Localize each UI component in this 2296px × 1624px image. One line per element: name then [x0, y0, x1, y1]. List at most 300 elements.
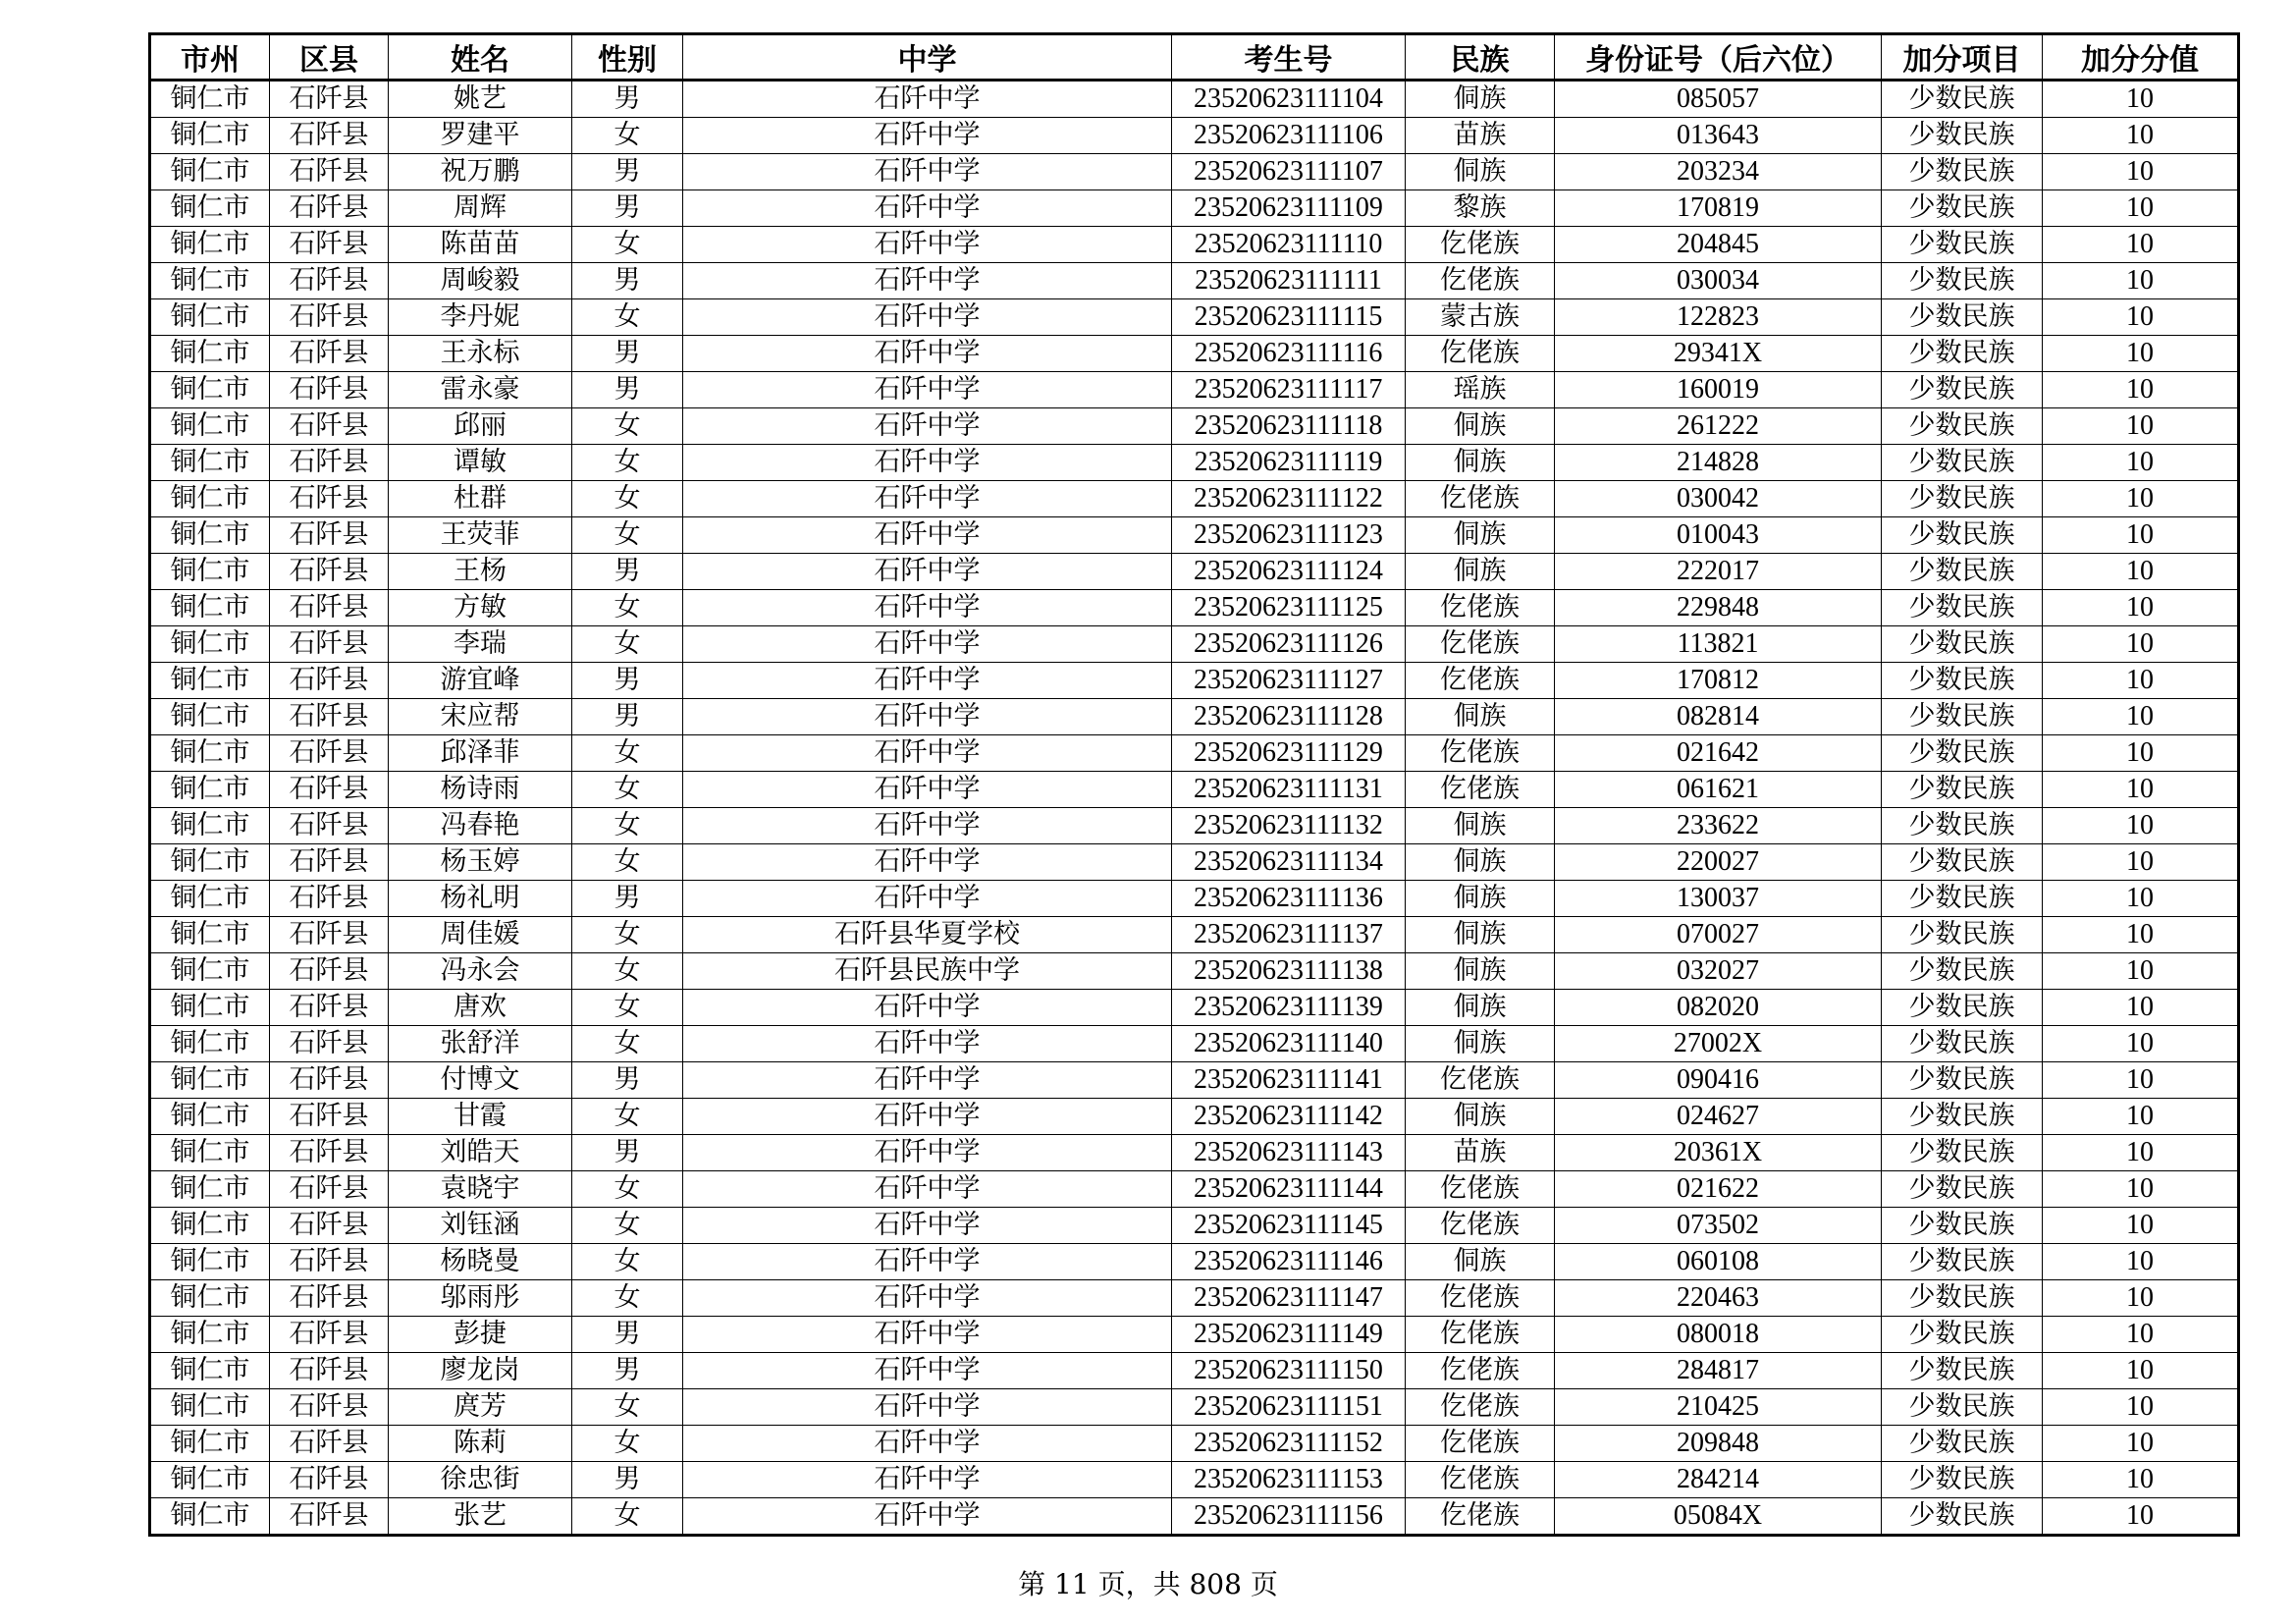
- cell-school: 石阡中学: [683, 408, 1172, 445]
- cell-bonus-item: 少数民族: [1882, 1389, 2043, 1426]
- cell-city: 铜仁市: [150, 481, 270, 517]
- cell-exam-number: 23520623111128: [1172, 699, 1406, 735]
- cell-city: 铜仁市: [150, 953, 270, 990]
- cell-exam-number: 23520623111104: [1172, 81, 1406, 118]
- cell-city: 铜仁市: [150, 772, 270, 808]
- cell-exam-number: 23520623111123: [1172, 517, 1406, 554]
- cell-county: 石阡县: [270, 408, 389, 445]
- cell-bonus-points: 10: [2043, 336, 2239, 372]
- cell-gender: 女: [572, 118, 683, 154]
- cell-school: 石阡中学: [683, 663, 1172, 699]
- cell-id-suffix: 204845: [1555, 227, 1882, 263]
- cell-exam-number: 23520623111127: [1172, 663, 1406, 699]
- cell-bonus-points: 10: [2043, 1498, 2239, 1536]
- cell-id-suffix: 160019: [1555, 372, 1882, 408]
- cell-name: 付博文: [389, 1062, 572, 1099]
- cell-county: 石阡县: [270, 154, 389, 190]
- cell-name: 甘霞: [389, 1099, 572, 1135]
- cell-gender: 女: [572, 227, 683, 263]
- cell-ethnicity: 仡佬族: [1406, 1062, 1555, 1099]
- cell-city: 铜仁市: [150, 1498, 270, 1536]
- cell-exam-number: 23520623111150: [1172, 1353, 1406, 1389]
- cell-bonus-item: 少数民族: [1882, 1280, 2043, 1317]
- cell-bonus-points: 10: [2043, 699, 2239, 735]
- cell-id-suffix: 021642: [1555, 735, 1882, 772]
- table-row: [150, 299, 2239, 336]
- cell-school: 石阡中学: [683, 808, 1172, 844]
- cell-city: 铜仁市: [150, 227, 270, 263]
- cell-exam-number: 23520623111153: [1172, 1462, 1406, 1498]
- cell-exam-number: 23520623111147: [1172, 1280, 1406, 1317]
- cell-bonus-points: 10: [2043, 190, 2239, 227]
- table-row: [150, 1026, 2239, 1062]
- cell-school: 石阡中学: [683, 626, 1172, 663]
- cell-ethnicity: 仡佬族: [1406, 772, 1555, 808]
- cell-school: 石阡中学: [683, 263, 1172, 299]
- cell-county: 石阡县: [270, 227, 389, 263]
- cell-gender: 女: [572, 299, 683, 336]
- cell-name: 冯永会: [389, 953, 572, 990]
- cell-gender: 女: [572, 445, 683, 481]
- table-row: [150, 190, 2239, 227]
- cell-bonus-item: 少数民族: [1882, 154, 2043, 190]
- table-row: [150, 1244, 2239, 1280]
- cell-city: 铜仁市: [150, 1244, 270, 1280]
- table-row: [150, 1353, 2239, 1389]
- cell-ethnicity: 仡佬族: [1406, 1426, 1555, 1462]
- cell-name: 庹芳: [389, 1389, 572, 1426]
- cell-bonus-points: 10: [2043, 844, 2239, 881]
- table-row: [150, 1462, 2239, 1498]
- cell-bonus-item: 少数民族: [1882, 1135, 2043, 1171]
- cell-gender: 女: [572, 772, 683, 808]
- cell-exam-number: 23520623111146: [1172, 1244, 1406, 1280]
- cell-bonus-item: 少数民族: [1882, 118, 2043, 154]
- cell-bonus-points: 10: [2043, 626, 2239, 663]
- cell-county: 石阡县: [270, 445, 389, 481]
- cell-ethnicity: 侗族: [1406, 445, 1555, 481]
- cell-exam-number: 23520623111119: [1172, 445, 1406, 481]
- cell-school: 石阡中学: [683, 1426, 1172, 1462]
- cell-school: 石阡中学: [683, 1135, 1172, 1171]
- cell-id-suffix: 170819: [1555, 190, 1882, 227]
- cell-id-suffix: 284214: [1555, 1462, 1882, 1498]
- cell-county: 石阡县: [270, 1099, 389, 1135]
- cell-bonus-points: 10: [2043, 154, 2239, 190]
- cell-id-suffix: 170812: [1555, 663, 1882, 699]
- cell-bonus-points: 10: [2043, 445, 2239, 481]
- cell-city: 铜仁市: [150, 445, 270, 481]
- cell-school: 石阡中学: [683, 154, 1172, 190]
- cell-exam-number: 23520623111145: [1172, 1208, 1406, 1244]
- cell-county: 石阡县: [270, 1244, 389, 1280]
- header-bonus-points: 加分分值: [2043, 34, 2239, 81]
- cell-gender: 男: [572, 1317, 683, 1353]
- cell-city: 铜仁市: [150, 190, 270, 227]
- table-row: [150, 844, 2239, 881]
- cell-school: 石阡中学: [683, 699, 1172, 735]
- cell-name: 袁晓宇: [389, 1171, 572, 1208]
- cell-name: 杨礼明: [389, 881, 572, 917]
- table-row: [150, 1426, 2239, 1462]
- cell-school: 石阡中学: [683, 1208, 1172, 1244]
- cell-school: 石阡中学: [683, 844, 1172, 881]
- cell-exam-number: 23520623111110: [1172, 227, 1406, 263]
- cell-ethnicity: 仡佬族: [1406, 481, 1555, 517]
- cell-gender: 女: [572, 1208, 683, 1244]
- cell-city: 铜仁市: [150, 1208, 270, 1244]
- cell-bonus-item: 少数民族: [1882, 1208, 2043, 1244]
- cell-county: 石阡县: [270, 263, 389, 299]
- table-row: [150, 1389, 2239, 1426]
- cell-county: 石阡县: [270, 1026, 389, 1062]
- cell-id-suffix: 214828: [1555, 445, 1882, 481]
- cell-county: 石阡县: [270, 772, 389, 808]
- cell-bonus-points: 10: [2043, 735, 2239, 772]
- cell-exam-number: 23520623111151: [1172, 1389, 1406, 1426]
- cell-name: 周佳媛: [389, 917, 572, 953]
- table-row: [150, 1208, 2239, 1244]
- cell-school: 石阡中学: [683, 735, 1172, 772]
- cell-id-suffix: 030042: [1555, 481, 1882, 517]
- cell-city: 铜仁市: [150, 1171, 270, 1208]
- cell-school: 石阡中学: [683, 517, 1172, 554]
- cell-city: 铜仁市: [150, 1462, 270, 1498]
- cell-gender: 女: [572, 844, 683, 881]
- table-row: [150, 1135, 2239, 1171]
- cell-ethnicity: 仡佬族: [1406, 1171, 1555, 1208]
- cell-exam-number: 23520623111107: [1172, 154, 1406, 190]
- cell-exam-number: 23520623111106: [1172, 118, 1406, 154]
- cell-name: 祝万鹏: [389, 154, 572, 190]
- cell-gender: 女: [572, 953, 683, 990]
- cell-county: 石阡县: [270, 1280, 389, 1317]
- cell-name: 廖龙岗: [389, 1353, 572, 1389]
- cell-id-suffix: 220027: [1555, 844, 1882, 881]
- cell-county: 石阡县: [270, 1171, 389, 1208]
- cell-gender: 女: [572, 517, 683, 554]
- cell-bonus-item: 少数民族: [1882, 299, 2043, 336]
- cell-bonus-points: 10: [2043, 663, 2239, 699]
- cell-bonus-item: 少数民族: [1882, 517, 2043, 554]
- cell-bonus-item: 少数民族: [1882, 1426, 2043, 1462]
- cell-city: 铜仁市: [150, 1353, 270, 1389]
- cell-bonus-points: 10: [2043, 372, 2239, 408]
- cell-city: 铜仁市: [150, 1426, 270, 1462]
- cell-id-suffix: 20361X: [1555, 1135, 1882, 1171]
- cell-gender: 男: [572, 554, 683, 590]
- cell-county: 石阡县: [270, 844, 389, 881]
- cell-city: 铜仁市: [150, 1317, 270, 1353]
- cell-gender: 女: [572, 1244, 683, 1280]
- table-row: [150, 517, 2239, 554]
- cell-ethnicity: 仡佬族: [1406, 735, 1555, 772]
- cell-bonus-item: 少数民族: [1882, 844, 2043, 881]
- cell-name: 杨诗雨: [389, 772, 572, 808]
- cell-bonus-item: 少数民族: [1882, 663, 2043, 699]
- header-id-suffix: 身份证号（后六位）: [1555, 34, 1882, 81]
- cell-bonus-points: 10: [2043, 517, 2239, 554]
- cell-name: 王永标: [389, 336, 572, 372]
- cell-bonus-item: 少数民族: [1882, 190, 2043, 227]
- cell-bonus-points: 10: [2043, 118, 2239, 154]
- table-row: [150, 590, 2239, 626]
- cell-bonus-points: 10: [2043, 1353, 2239, 1389]
- cell-id-suffix: 203234: [1555, 154, 1882, 190]
- cell-city: 铜仁市: [150, 844, 270, 881]
- cell-gender: 男: [572, 663, 683, 699]
- header-city: 市州: [150, 34, 270, 81]
- cell-bonus-item: 少数民族: [1882, 735, 2043, 772]
- cell-school: 石阡中学: [683, 445, 1172, 481]
- cell-gender: 女: [572, 590, 683, 626]
- cell-id-suffix: 284817: [1555, 1353, 1882, 1389]
- cell-bonus-points: 10: [2043, 408, 2239, 445]
- cell-name: 周辉: [389, 190, 572, 227]
- cell-id-suffix: 122823: [1555, 299, 1882, 336]
- cell-ethnicity: 仡佬族: [1406, 590, 1555, 626]
- cell-gender: 女: [572, 1099, 683, 1135]
- cell-id-suffix: 210425: [1555, 1389, 1882, 1426]
- cell-city: 铜仁市: [150, 372, 270, 408]
- cell-city: 铜仁市: [150, 881, 270, 917]
- table-row: [150, 772, 2239, 808]
- cell-gender: 男: [572, 1135, 683, 1171]
- cell-exam-number: 23520623111129: [1172, 735, 1406, 772]
- table-row: [150, 1171, 2239, 1208]
- cell-gender: 男: [572, 263, 683, 299]
- cell-gender: 男: [572, 190, 683, 227]
- header-row: [150, 34, 2239, 81]
- table-row: [150, 445, 2239, 481]
- table-body: [150, 81, 2239, 1536]
- cell-bonus-points: 10: [2043, 1135, 2239, 1171]
- cell-school: 石阡中学: [683, 481, 1172, 517]
- cell-city: 铜仁市: [150, 336, 270, 372]
- table-row: [150, 481, 2239, 517]
- table-row: [150, 263, 2239, 299]
- cell-city: 铜仁市: [150, 1135, 270, 1171]
- cell-id-suffix: 130037: [1555, 881, 1882, 917]
- cell-exam-number: 23520623111131: [1172, 772, 1406, 808]
- cell-ethnicity: 侗族: [1406, 808, 1555, 844]
- cell-county: 石阡县: [270, 953, 389, 990]
- cell-bonus-item: 少数民族: [1882, 1244, 2043, 1280]
- cell-id-suffix: 113821: [1555, 626, 1882, 663]
- cell-ethnicity: 侗族: [1406, 1099, 1555, 1135]
- cell-name: 李瑞: [389, 626, 572, 663]
- cell-bonus-item: 少数民族: [1882, 336, 2043, 372]
- cell-ethnicity: 苗族: [1406, 1135, 1555, 1171]
- cell-bonus-points: 10: [2043, 1426, 2239, 1462]
- cell-bonus-item: 少数民族: [1882, 917, 2043, 953]
- cell-exam-number: 23520623111136: [1172, 881, 1406, 917]
- cell-name: 陈莉: [389, 1426, 572, 1462]
- cell-bonus-item: 少数民族: [1882, 1171, 2043, 1208]
- cell-gender: 女: [572, 990, 683, 1026]
- cell-city: 铜仁市: [150, 1099, 270, 1135]
- cell-school: 石阡中学: [683, 1171, 1172, 1208]
- cell-id-suffix: 261222: [1555, 408, 1882, 445]
- cell-name: 唐欢: [389, 990, 572, 1026]
- cell-id-suffix: 073502: [1555, 1208, 1882, 1244]
- cell-id-suffix: 05084X: [1555, 1498, 1882, 1536]
- table-row: [150, 917, 2239, 953]
- table-row: [150, 699, 2239, 735]
- cell-bonus-points: 10: [2043, 554, 2239, 590]
- cell-ethnicity: 黎族: [1406, 190, 1555, 227]
- cell-bonus-item: 少数民族: [1882, 1353, 2043, 1389]
- cell-bonus-item: 少数民族: [1882, 81, 2043, 118]
- cell-bonus-points: 10: [2043, 1280, 2239, 1317]
- cell-exam-number: 23520623111149: [1172, 1317, 1406, 1353]
- cell-name: 徐忠街: [389, 1462, 572, 1498]
- cell-exam-number: 23520623111111: [1172, 263, 1406, 299]
- header-ethnicity: 民族: [1406, 34, 1555, 81]
- cell-name: 周峻毅: [389, 263, 572, 299]
- cell-bonus-points: 10: [2043, 81, 2239, 118]
- cell-county: 石阡县: [270, 481, 389, 517]
- table-row: [150, 735, 2239, 772]
- cell-school: 石阡县华夏学校: [683, 917, 1172, 953]
- cell-name: 冯春艳: [389, 808, 572, 844]
- cell-city: 铜仁市: [150, 808, 270, 844]
- cell-name: 彭捷: [389, 1317, 572, 1353]
- cell-bonus-item: 少数民族: [1882, 481, 2043, 517]
- cell-name: 邱丽: [389, 408, 572, 445]
- cell-ethnicity: 仡佬族: [1406, 1317, 1555, 1353]
- cell-county: 石阡县: [270, 517, 389, 554]
- cell-bonus-points: 10: [2043, 808, 2239, 844]
- cell-id-suffix: 233622: [1555, 808, 1882, 844]
- cell-bonus-points: 10: [2043, 1389, 2239, 1426]
- cell-city: 铜仁市: [150, 263, 270, 299]
- cell-bonus-points: 10: [2043, 1099, 2239, 1135]
- cell-name: 谭敏: [389, 445, 572, 481]
- cell-county: 石阡县: [270, 336, 389, 372]
- cell-school: 石阡中学: [683, 590, 1172, 626]
- cell-gender: 女: [572, 408, 683, 445]
- cell-bonus-points: 10: [2043, 481, 2239, 517]
- cell-exam-number: 23520623111126: [1172, 626, 1406, 663]
- candidate-bonus-table: [148, 32, 2240, 1537]
- cell-county: 石阡县: [270, 1062, 389, 1099]
- cell-bonus-item: 少数民族: [1882, 554, 2043, 590]
- table-row: [150, 118, 2239, 154]
- cell-city: 铜仁市: [150, 917, 270, 953]
- cell-id-suffix: 090416: [1555, 1062, 1882, 1099]
- cell-exam-number: 23520623111141: [1172, 1062, 1406, 1099]
- cell-ethnicity: 仡佬族: [1406, 336, 1555, 372]
- cell-school: 石阡中学: [683, 554, 1172, 590]
- cell-school: 石阡中学: [683, 227, 1172, 263]
- cell-bonus-item: 少数民族: [1882, 626, 2043, 663]
- cell-bonus-points: 10: [2043, 990, 2239, 1026]
- cell-exam-number: 23520623111142: [1172, 1099, 1406, 1135]
- cell-city: 铜仁市: [150, 118, 270, 154]
- cell-name: 杜群: [389, 481, 572, 517]
- cell-name: 方敏: [389, 590, 572, 626]
- cell-id-suffix: 27002X: [1555, 1026, 1882, 1062]
- cell-gender: 男: [572, 881, 683, 917]
- cell-ethnicity: 侗族: [1406, 699, 1555, 735]
- cell-ethnicity: 仡佬族: [1406, 626, 1555, 663]
- cell-ethnicity: 侗族: [1406, 881, 1555, 917]
- cell-bonus-item: 少数民族: [1882, 772, 2043, 808]
- cell-id-suffix: 030034: [1555, 263, 1882, 299]
- cell-name: 张舒洋: [389, 1026, 572, 1062]
- cell-name: 杨玉婷: [389, 844, 572, 881]
- table-row: [150, 663, 2239, 699]
- cell-county: 石阡县: [270, 590, 389, 626]
- cell-bonus-item: 少数民族: [1882, 1498, 2043, 1536]
- cell-name: 游宜峰: [389, 663, 572, 699]
- cell-school: 石阡中学: [683, 1353, 1172, 1389]
- cell-name: 罗建平: [389, 118, 572, 154]
- cell-ethnicity: 侗族: [1406, 917, 1555, 953]
- cell-ethnicity: 蒙古族: [1406, 299, 1555, 336]
- cell-name: 王杨: [389, 554, 572, 590]
- cell-exam-number: 23520623111138: [1172, 953, 1406, 990]
- cell-id-suffix: 061621: [1555, 772, 1882, 808]
- cell-gender: 女: [572, 917, 683, 953]
- cell-bonus-item: 少数民族: [1882, 1026, 2043, 1062]
- table-row: [150, 881, 2239, 917]
- cell-school: 石阡中学: [683, 1498, 1172, 1536]
- cell-county: 石阡县: [270, 881, 389, 917]
- cell-bonus-points: 10: [2043, 227, 2239, 263]
- cell-county: 石阡县: [270, 990, 389, 1026]
- cell-school: 石阡中学: [683, 372, 1172, 408]
- cell-id-suffix: 209848: [1555, 1426, 1882, 1462]
- cell-bonus-points: 10: [2043, 1208, 2239, 1244]
- cell-county: 石阡县: [270, 299, 389, 336]
- cell-exam-number: 23520623111118: [1172, 408, 1406, 445]
- cell-county: 石阡县: [270, 1353, 389, 1389]
- cell-ethnicity: 侗族: [1406, 990, 1555, 1026]
- cell-county: 石阡县: [270, 1208, 389, 1244]
- cell-bonus-points: 10: [2043, 1026, 2239, 1062]
- cell-gender: 女: [572, 1498, 683, 1536]
- cell-city: 铜仁市: [150, 554, 270, 590]
- cell-gender: 男: [572, 1462, 683, 1498]
- table-row: [150, 1099, 2239, 1135]
- cell-bonus-item: 少数民族: [1882, 808, 2043, 844]
- cell-bonus-item: 少数民族: [1882, 990, 2043, 1026]
- table-row: [150, 336, 2239, 372]
- cell-gender: 男: [572, 699, 683, 735]
- cell-exam-number: 23520623111124: [1172, 554, 1406, 590]
- cell-city: 铜仁市: [150, 663, 270, 699]
- cell-county: 石阡县: [270, 118, 389, 154]
- cell-gender: 男: [572, 1353, 683, 1389]
- cell-exam-number: 23520623111152: [1172, 1426, 1406, 1462]
- cell-school: 石阡中学: [683, 299, 1172, 336]
- cell-name: 张艺: [389, 1498, 572, 1536]
- cell-bonus-item: 少数民族: [1882, 408, 2043, 445]
- cell-city: 铜仁市: [150, 517, 270, 554]
- table-row: [150, 808, 2239, 844]
- cell-bonus-item: 少数民族: [1882, 590, 2043, 626]
- cell-exam-number: 23520623111117: [1172, 372, 1406, 408]
- cell-ethnicity: 侗族: [1406, 953, 1555, 990]
- cell-gender: 女: [572, 1389, 683, 1426]
- cell-bonus-item: 少数民族: [1882, 227, 2043, 263]
- table-row: [150, 154, 2239, 190]
- cell-name: 邱泽菲: [389, 735, 572, 772]
- cell-gender: 男: [572, 154, 683, 190]
- table-row: [150, 408, 2239, 445]
